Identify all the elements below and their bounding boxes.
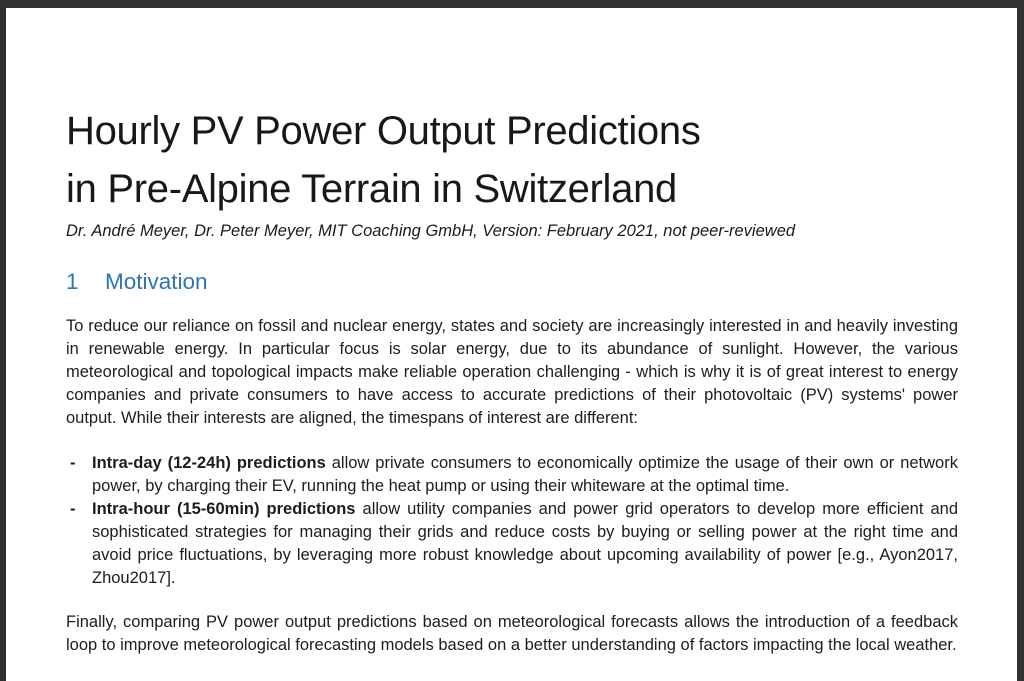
prediction-types-list bbox=[66, 452, 958, 590]
paragraph-feedback-loop: Finally, comparing PV power output predictions based on meteorological forecasts allows the introduction of a feedback loop to improve meteorological forecasting models based on a better understanding of factors impacting the local weather. bbox=[66, 612, 958, 654]
title-line-1: Hourly PV Power Output Predictions bbox=[66, 109, 701, 153]
bullet-text: allow private consumers to economically optimize the usage of their own or network power, by charging their EV, running the heat pump or using their whiteware at the optimal time. bbox=[92, 453, 958, 495]
title-line-2: in Pre-Alpine Terrain in Switzerland bbox=[66, 167, 677, 211]
paragraph-motivation-intro: To reduce our reliance on fossil and nuclear energy, states and society are increasingly interested in and heavily investing in renewable energy. In particular focus is solar energy, due to its abundance of sunlight. However, the various meteorological and topological impacts make reliable operation challenging - which is why it is of great interest to energy companies and private consumers to have access to accurate predictions of their photovoltaic (PV) systems' power output. While their interests are aligned, the timespans of interest are different: bbox=[66, 316, 958, 427]
bullet-text: allow utility companies and power grid operators to develop more efficient and sophisticated strategies for managing their grids and reduce costs by buying or selling power at the right time and avoid price fluctuations, by leveraging more robust knowledge about upcoming availability of power [e.g., Ayon2017, Zhou2017]. bbox=[92, 499, 958, 587]
document-title bbox=[66, 102, 958, 218]
author-byline: Dr. André Meyer, Dr. Peter Meyer, MIT Coaching GmbH, Version: February 2021, not peer-reviewed bbox=[66, 222, 796, 240]
list-item-intra-hour bbox=[66, 498, 958, 590]
section-title: Motivation bbox=[105, 269, 208, 294]
bullet-term: Intra-day (12-24h) predictions bbox=[92, 453, 326, 472]
page-content bbox=[66, 8, 958, 657]
dash-bullet-icon: - bbox=[70, 499, 76, 518]
list-item-intra-day bbox=[66, 452, 958, 498]
bullet-term: Intra-hour (15-60min) predictions bbox=[92, 499, 356, 518]
document-page bbox=[6, 8, 1017, 681]
dash-bullet-icon: - bbox=[70, 453, 76, 472]
section-heading bbox=[66, 268, 958, 296]
section-number: 1 bbox=[66, 269, 79, 294]
